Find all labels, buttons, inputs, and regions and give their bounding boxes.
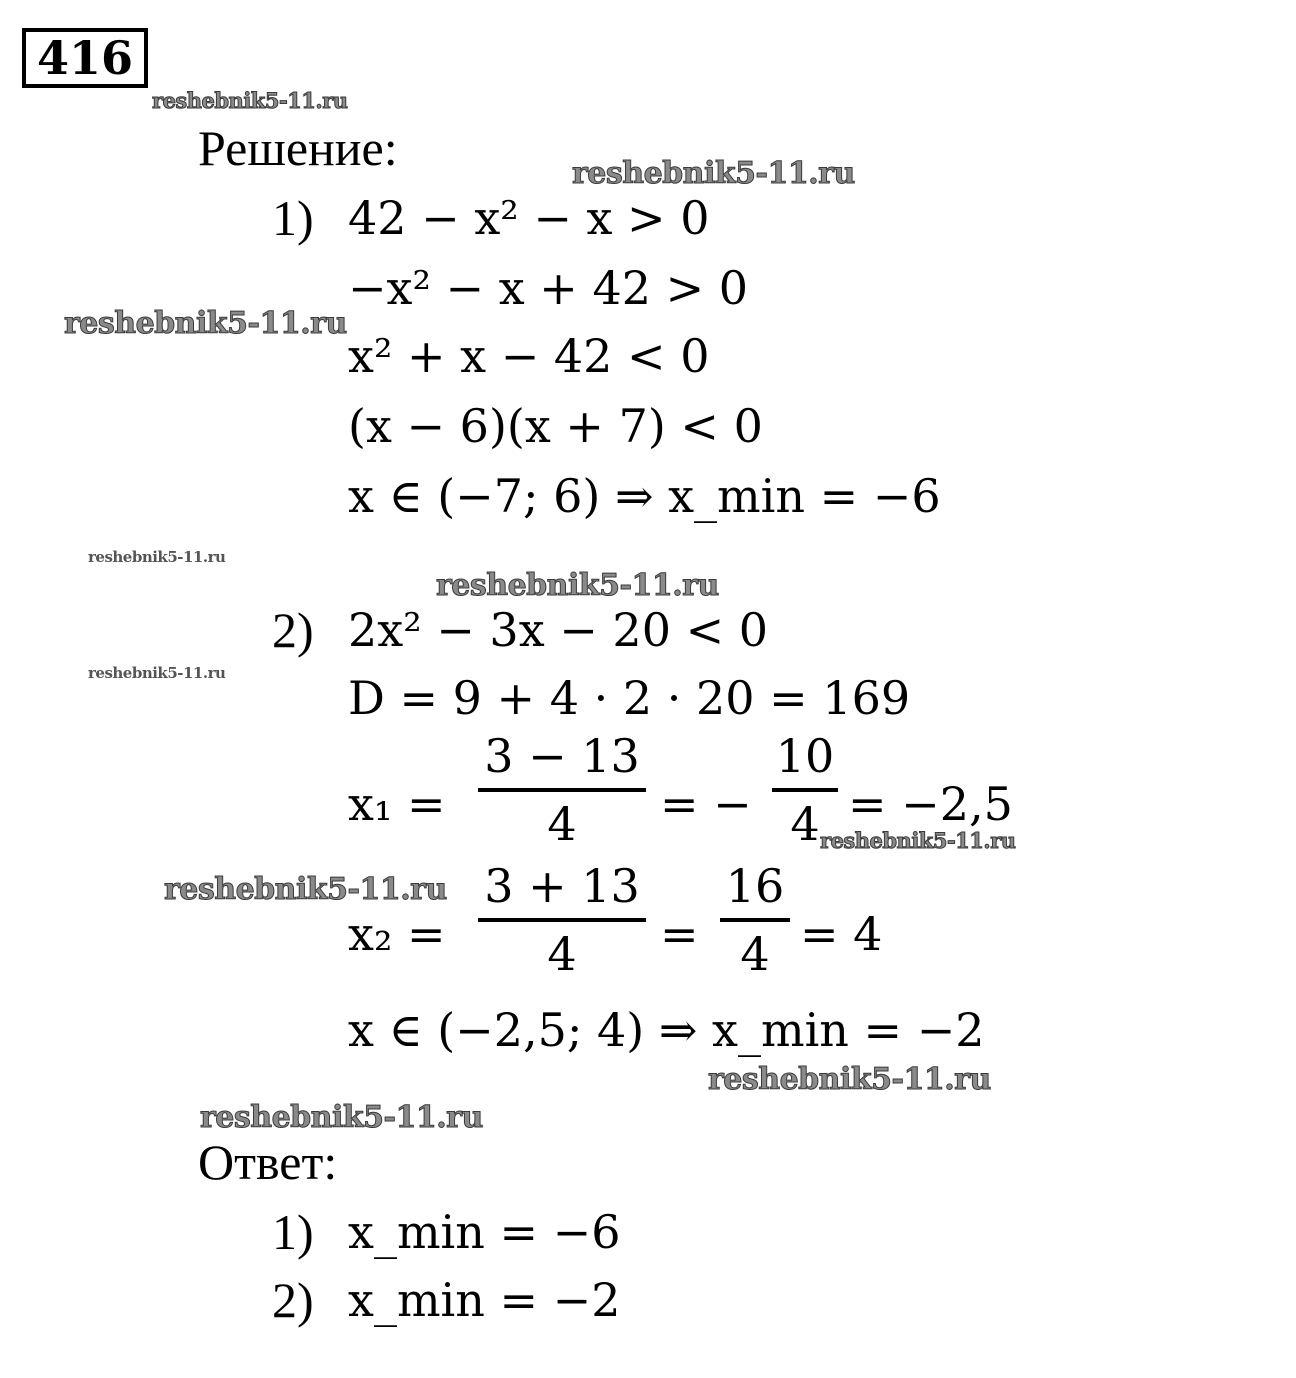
x2-lhs: x₂ = (348, 907, 446, 961)
watermark: reshebnik5-11.ru (88, 664, 226, 682)
watermark: reshebnik5-11.ru (820, 828, 1016, 853)
watermark: reshebnik5-11.ru (152, 88, 348, 113)
watermark: reshebnik5-11.ru (164, 872, 447, 907)
watermark: reshebnik5-11.ru (88, 548, 226, 566)
part1-line3: x² + x − 42 < 0 (348, 329, 710, 383)
item-marker-1: 1) (272, 190, 314, 246)
problem-number: 416 (22, 28, 148, 88)
part2-line5: x ∈ (−2,5; 4) ⇒ x_min = −2 (348, 1003, 985, 1057)
x2-fraction (478, 860, 646, 980)
x2-result: = 4 (800, 907, 883, 961)
part1-line1: 42 − x² − x > 0 (348, 191, 710, 245)
solution-heading: Решение: (198, 120, 398, 176)
fraction-bar (478, 788, 646, 792)
watermark: reshebnik5-11.ru (572, 156, 855, 191)
x2-numerator: 3 + 13 (484, 859, 640, 913)
x1-denominator-2: 4 (790, 797, 820, 851)
fraction-bar (772, 788, 838, 792)
x1-lhs: x₁ = (348, 777, 446, 831)
part2-line1: 2x² − 3x − 20 < 0 (348, 603, 769, 657)
item-marker-2: 2) (272, 602, 314, 658)
watermark: reshebnik5-11.ru (200, 1100, 483, 1135)
x2-mid-sign: = (660, 907, 699, 961)
watermark: reshebnik5-11.ru (436, 568, 719, 603)
x1-numerator: 3 − 13 (484, 729, 640, 783)
x1-result: = −2,5 (848, 777, 1013, 831)
fraction-bar (478, 918, 646, 922)
x2-fraction-2 (720, 860, 790, 980)
answer-marker-1: 1) (272, 1204, 314, 1260)
x1-fraction (478, 730, 646, 850)
x2-numerator-2: 16 (725, 859, 785, 913)
part1-line4: (x − 6)(x + 7) < 0 (348, 399, 763, 453)
x1-numerator-2: 10 (775, 729, 835, 783)
watermark: reshebnik5-11.ru (64, 306, 347, 341)
part1-line2: −x² − x + 42 > 0 (348, 261, 749, 315)
answer-marker-2: 2) (272, 1272, 314, 1328)
x1-mid-sign: = − (660, 777, 752, 831)
answer-1: x_min = −6 (348, 1205, 621, 1259)
x2-denominator: 4 (547, 927, 577, 981)
fraction-bar (720, 918, 790, 922)
part1-line5: x ∈ (−7; 6) ⇒ x_min = −6 (348, 469, 941, 523)
x1-fraction-2 (772, 730, 838, 850)
x1-denominator: 4 (547, 797, 577, 851)
answer-2: x_min = −2 (348, 1273, 621, 1327)
watermark: reshebnik5-11.ru (708, 1062, 991, 1097)
part2-discriminant: D = 9 + 4 · 2 · 20 = 169 (348, 671, 911, 725)
answer-heading: Ответ: (198, 1134, 338, 1190)
x2-denominator-2: 4 (740, 927, 770, 981)
